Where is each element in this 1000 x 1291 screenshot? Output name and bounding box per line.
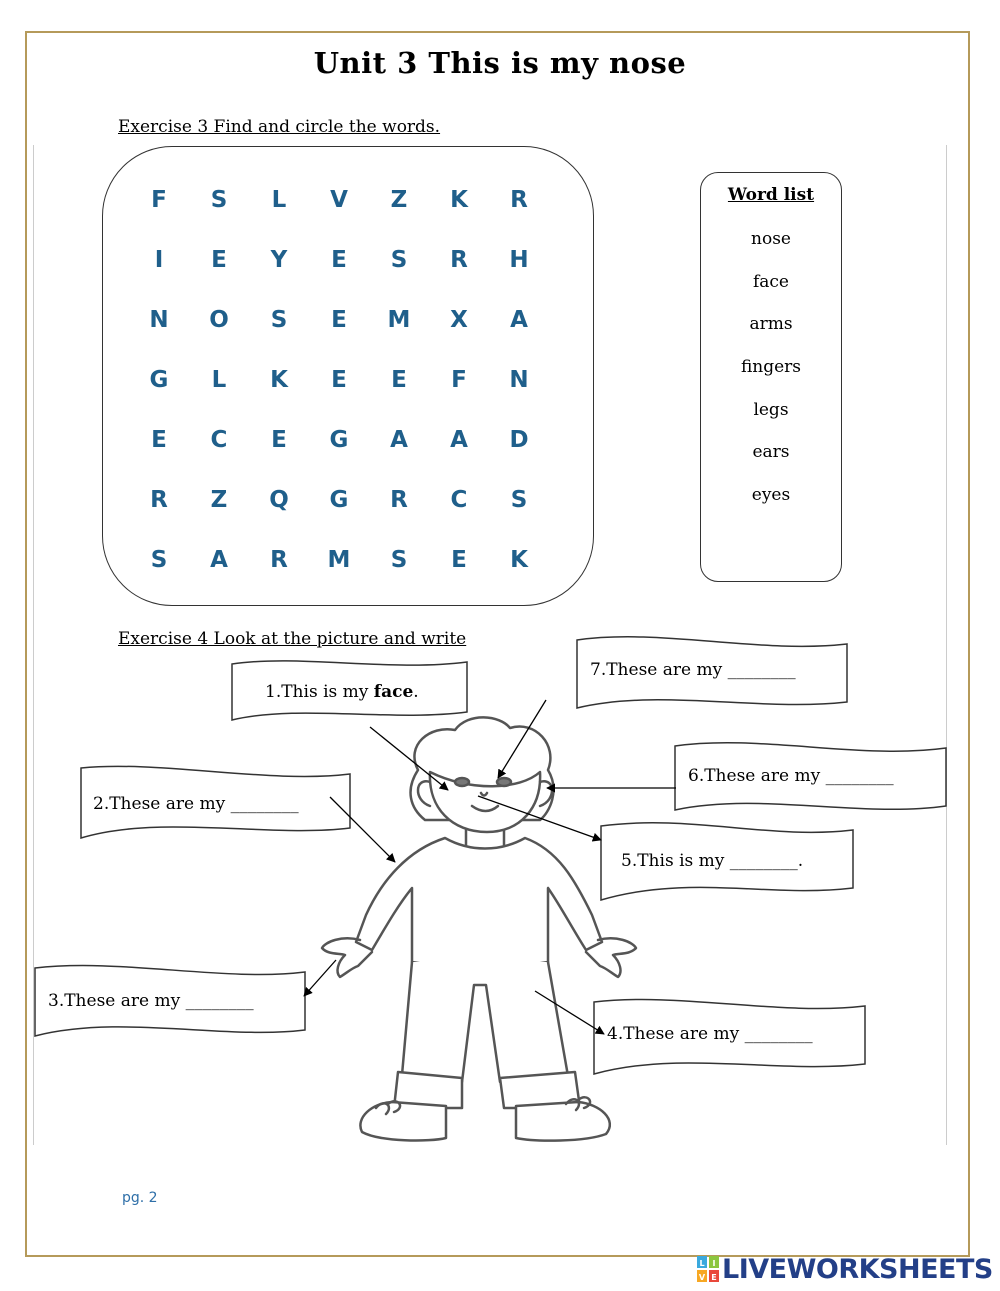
arrow-3	[304, 960, 336, 996]
exercise-3-heading: Exercise 3 Find and circle the words.	[118, 117, 441, 137]
brand-icon-letter: I	[712, 1259, 716, 1268]
grid-letter[interactable]: E	[331, 367, 347, 393]
label-6: 6.These are my ________	[688, 766, 894, 786]
grid-letter[interactable]: F	[451, 367, 467, 393]
brand-icon-letter: V	[698, 1273, 706, 1282]
grid-letter[interactable]: G	[329, 487, 349, 513]
grid-letter[interactable]: R	[150, 487, 168, 513]
label-5: 5.This is my ________.	[621, 851, 804, 871]
grid-letter[interactable]: S	[270, 307, 288, 333]
grid-letter[interactable]: R	[390, 487, 408, 513]
grid-letter[interactable]: E	[391, 367, 407, 393]
grid-letter[interactable]: I	[154, 247, 164, 273]
grid-letter[interactable]: A	[210, 547, 228, 573]
grid-letter[interactable]: O	[209, 307, 229, 333]
grid-letter[interactable]: S	[510, 487, 528, 513]
exercise-4-heading: Exercise 4 Look at the picture and write	[118, 629, 467, 649]
grid-letter[interactable]: G	[149, 367, 169, 393]
label-2: 2.These are my ________	[93, 794, 299, 814]
grid-letter[interactable]: R	[510, 187, 528, 213]
grid-letter[interactable]: M	[327, 547, 351, 573]
grid-letter[interactable]: L	[271, 187, 287, 213]
word-list-item: face	[752, 272, 789, 292]
word-list-title: Word list	[727, 185, 815, 205]
word-list-item: ears	[752, 442, 790, 462]
grid-letter[interactable]: G	[329, 427, 349, 453]
grid-letter[interactable]: F	[151, 187, 167, 213]
grid-letter[interactable]: Q	[269, 487, 289, 513]
grid-letter[interactable]: X	[450, 307, 468, 333]
grid-letter[interactable]: S	[150, 547, 168, 573]
grid-letter[interactable]: L	[211, 367, 227, 393]
page-title: Unit 3 This is my nose	[313, 46, 687, 80]
grid-letter[interactable]: S	[390, 547, 408, 573]
grid-letter[interactable]: E	[451, 547, 467, 573]
label-3: 3.These are my ________	[48, 991, 254, 1011]
word-list-item: legs	[753, 400, 789, 420]
grid-letter[interactable]: E	[211, 247, 227, 273]
grid-letter[interactable]: K	[510, 547, 528, 573]
grid-letter[interactable]: R	[450, 247, 468, 273]
label-7: 7.These are my ________	[590, 660, 796, 680]
grid-letter[interactable]: K	[450, 187, 468, 213]
grid-letter[interactable]: C	[210, 427, 228, 453]
grid-letter[interactable]: R	[270, 547, 288, 573]
grid-letter[interactable]: E	[331, 307, 347, 333]
label-1-answer: face	[373, 682, 414, 702]
page-number: pg. 2	[122, 1190, 158, 1206]
word-list-item: eyes	[751, 485, 791, 505]
word-list-item: fingers	[740, 357, 802, 377]
grid-letter[interactable]: A	[450, 427, 468, 453]
grid-letter[interactable]: K	[270, 367, 288, 393]
brand-name: LIVEWORKSHEETS	[722, 1253, 993, 1285]
grid-letter[interactable]: E	[271, 427, 287, 453]
grid-letter[interactable]: M	[387, 307, 411, 333]
grid-letter[interactable]: S	[390, 247, 408, 273]
word-list-item: nose	[751, 229, 791, 249]
label-4: 4.These are my ________	[607, 1024, 813, 1044]
boy-figure	[322, 717, 636, 1140]
brand-logo	[697, 1254, 993, 1284]
grid-letter[interactable]: E	[331, 247, 347, 273]
grid-letter[interactable]: S	[210, 187, 228, 213]
grid-letter[interactable]: E	[151, 427, 167, 453]
grid-letter[interactable]: D	[509, 427, 529, 453]
grid-letter[interactable]: A	[510, 307, 528, 333]
grid-letter[interactable]: N	[149, 307, 169, 333]
grid-letter[interactable]: V	[330, 187, 348, 213]
grid-letter[interactable]: H	[509, 247, 529, 273]
grid-letter[interactable]: Z	[210, 487, 228, 513]
grid-letter[interactable]: A	[390, 427, 408, 453]
brand-icon-letter: E	[711, 1273, 717, 1282]
grid-letter[interactable]: Y	[270, 247, 288, 273]
word-list-item: arms	[749, 314, 793, 334]
brand-icon	[697, 1256, 719, 1282]
grid-letter[interactable]: N	[509, 367, 529, 393]
grid-letter[interactable]: Z	[390, 187, 408, 213]
grid-letter[interactable]: C	[450, 487, 468, 513]
brand-icon-letter: L	[699, 1259, 705, 1268]
label-1: 1.This is my face.	[265, 682, 419, 702]
